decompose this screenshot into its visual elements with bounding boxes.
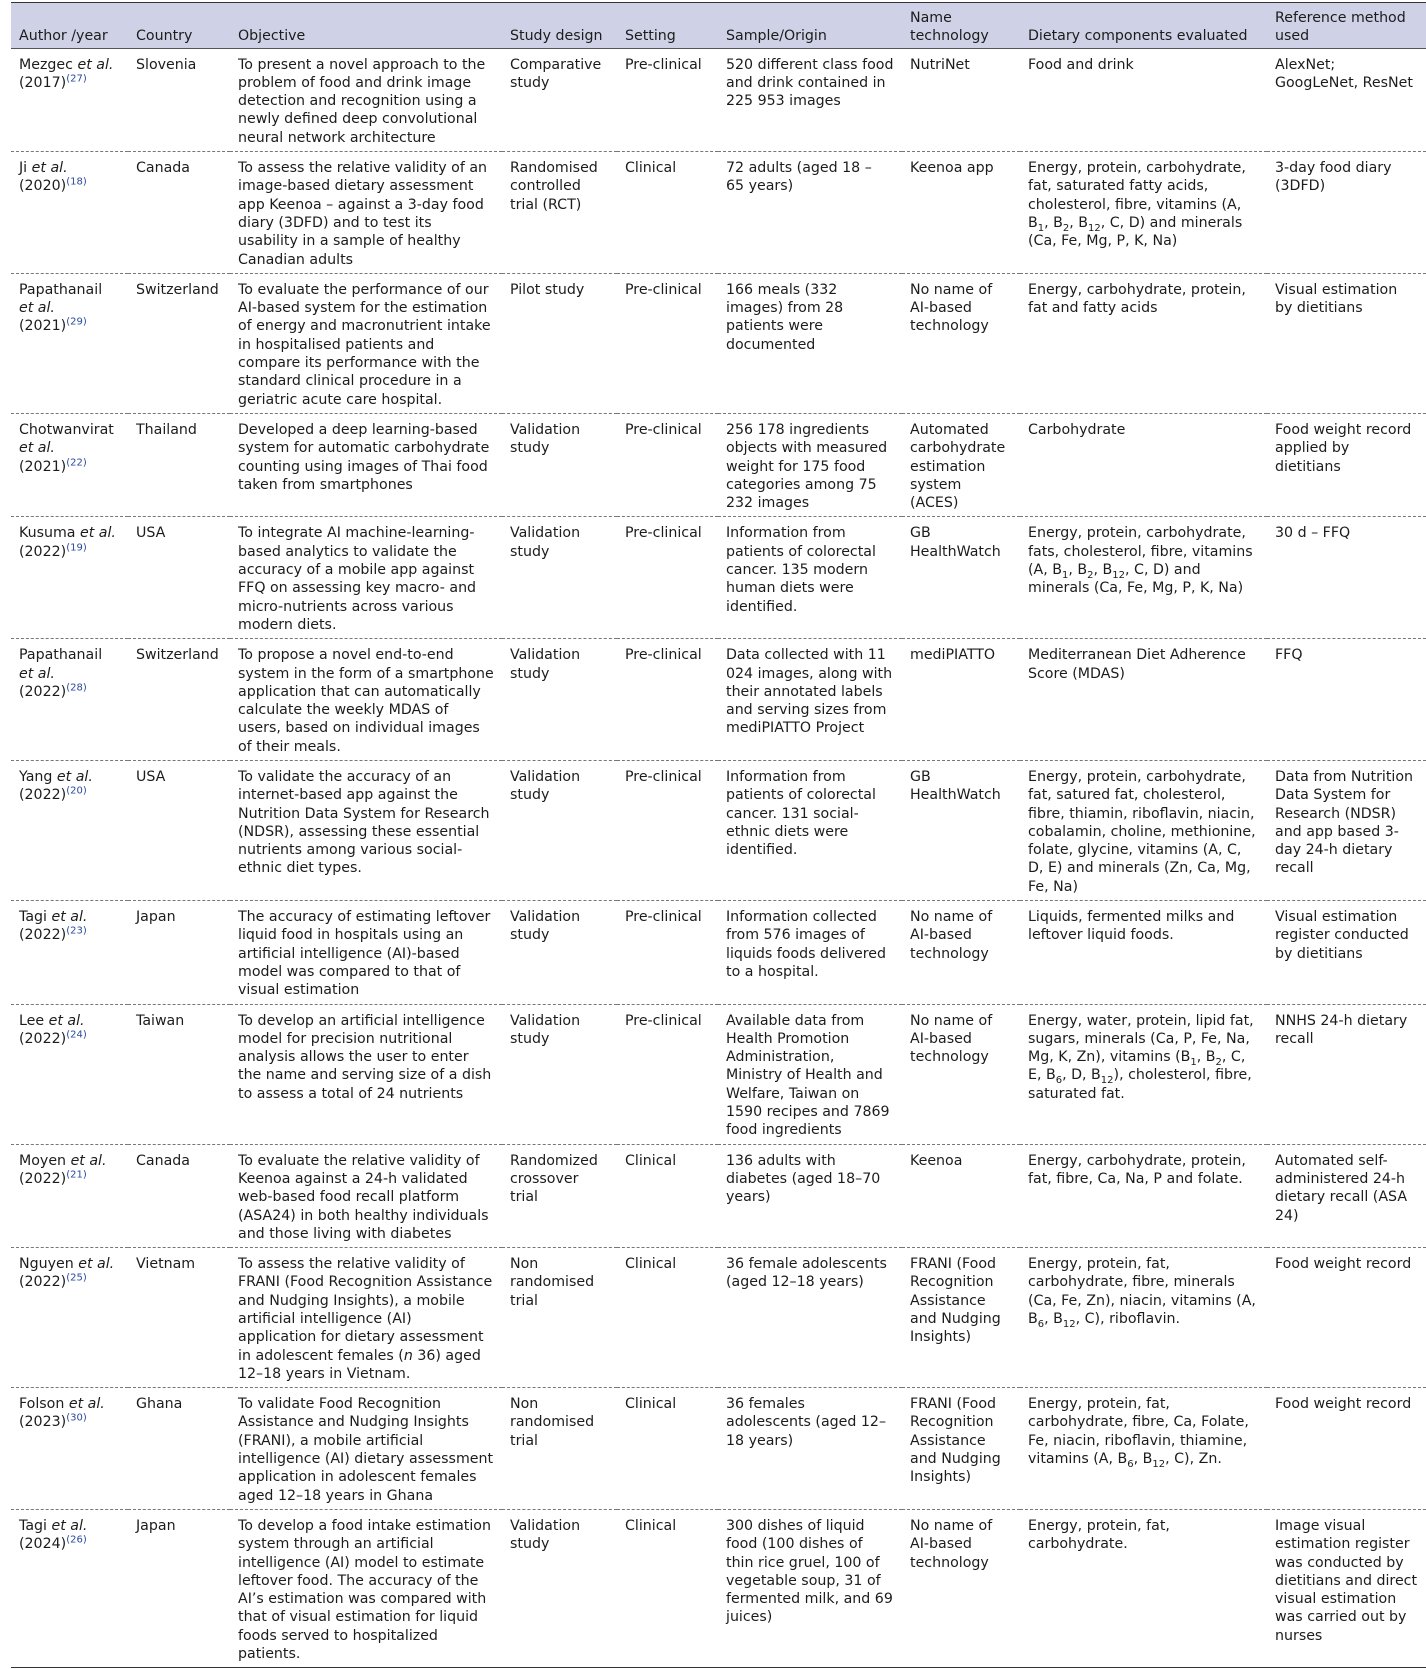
cell-dietary-components: Energy, carbohydrate, protein, fat, fibre, Ca, Na, P and folate. xyxy=(1020,1144,1267,1247)
cell-author: Moyen et al. (2022)$^{(21)}$ xyxy=(11,1144,128,1247)
cell-reference-method: Image visual estimation register was conducted by dietitians and direct visual estimation was carried out by nurses xyxy=(1267,1509,1426,1667)
cell-dietary-components: Energy, protein, fat, carbohydrate, fibre, Ca, Folate, Fe, niacin, riboflavin, thiamine, vitamins (A, $B_6$, $B_{12}$, C), Zn. xyxy=(1020,1388,1267,1510)
cell-objective: To develop a food intake estimation system through an artificial intelligence (AI) model to estimate leftover food. The accuracy of the AI’s estimation was compared with that of visual estimation for liquid foods served to hospitalized patients. xyxy=(230,1509,502,1667)
cell-sample-origin: 72 adults (aged 18 – 65 years) xyxy=(718,152,902,274)
cell-author: Kusuma et al. (2022)$^{(19)}$ xyxy=(11,517,128,639)
table-row xyxy=(11,517,1426,639)
cell-reference-method: Automated self-administered 24-h dietary recall (ASA 24) xyxy=(1267,1144,1426,1247)
cell-technology: GB HealthWatch xyxy=(902,760,1020,900)
column-header-sample: Sample/Origin xyxy=(718,3,902,49)
cell-sample-origin: 520 different class food and drink contained in 225 953 images xyxy=(726,56,894,110)
cell-setting: Clinical xyxy=(617,152,718,274)
column-header-author: Author /year xyxy=(11,3,128,49)
cell-study-design: Validation study xyxy=(502,760,617,900)
cell-reference-method: Food weight record xyxy=(1267,1388,1426,1510)
cell-sample-origin: Available data from Health Promotion Administration, Ministry of Health and Welfare, Taiwan on 1590 recipes and 7869 food ingredients xyxy=(718,1004,902,1144)
cell-dietary-components: Energy, protein, fat, carbohydrate. xyxy=(1020,1509,1267,1667)
column-header-technology: Name technology xyxy=(902,3,1020,49)
cell-technology: mediPIATTO xyxy=(902,639,1020,761)
cell-objective: To develop an artificial intelligence model for precision nutritional analysis allows the user to enter the name and serving size of a dish to assess a total of 24 nutrients xyxy=(230,1004,502,1144)
cell-study-design: Validation study xyxy=(502,901,617,1004)
cell-sample-origin: 36 females adolescents (aged 12–18 years) xyxy=(718,1388,902,1510)
table-row xyxy=(11,1248,1426,1388)
cell-country: USA xyxy=(128,517,230,639)
table-container xyxy=(11,2,1426,1668)
cell-sample-origin: 166 meals (332 images) from 28 patients were documented xyxy=(718,273,902,413)
cell-setting: Pre-clinical xyxy=(617,517,718,639)
cell-objective: To propose a novel end-to-end system in the form of a smartphone application that can automatically calculate the weekly MDAS of users, based on individual images of their meals. xyxy=(230,639,502,761)
study-characteristics-table xyxy=(11,2,1426,1668)
cell-study-design: Validation study xyxy=(502,639,617,761)
cell-author: Folson et al. (2023)$^{(30)}$ xyxy=(11,1388,128,1510)
cell-objective: To validate the accuracy of an internet-based app against the Nutrition Data System for Research (NDSR), assessing these essential nutrients among various social-ethnic diet types. xyxy=(230,760,502,900)
cell-setting: Clinical xyxy=(617,1248,718,1388)
cell-sample-origin: 136 adults with diabetes (aged 18–70 years) xyxy=(718,1144,902,1247)
cell-author: Papathanail et al. (2022)$^{(28)}$ xyxy=(11,639,128,761)
cell-setting: Clinical xyxy=(617,1144,718,1247)
cell-setting: Pre-clinical xyxy=(617,901,718,1004)
cell-setting: Clinical xyxy=(617,1509,718,1667)
cell-setting: Pre-clinical xyxy=(617,760,718,900)
cell-author: Nguyen et al. (2022)$^{(25)}$ xyxy=(11,1248,128,1388)
table-row xyxy=(11,48,1426,151)
cell-objective: To present a novel approach to the problem of food and drink image detection and recognition using a newly defined deep convolutional neural network architecture xyxy=(238,56,486,146)
table-row xyxy=(11,1509,1426,1667)
cell-sample-origin: 36 female adolescents (aged 12–18 years) xyxy=(718,1248,902,1388)
cell-dietary-components: Liquids, fermented milks and leftover liquid foods. xyxy=(1020,901,1267,1004)
cell-technology: GB HealthWatch xyxy=(902,517,1020,639)
cell-dietary-components: Energy, water, protein, lipid fat, sugars, minerals (Ca, P, Fe, Na, Mg, K, Zn), vitamins ($B_1$, $B_2$, C, E, $B_6$, D, $B_{12}$), cholesterol, fibre, saturated fat. xyxy=(1020,1004,1267,1144)
cell-sample-origin: Data collected with 11 024 images, along with their annotated labels and serving sizes from mediPIATTO Project xyxy=(718,639,902,761)
cell-author: Tagi et al. (2024)$^{(26)}$ xyxy=(11,1509,128,1667)
table-row xyxy=(11,901,1426,1004)
cell-sample-origin: 256 178 ingredients objects with measured weight for 175 food categories among 75 232 images xyxy=(718,413,902,516)
cell-setting: Pre-clinical xyxy=(617,273,718,413)
cell-country: Taiwan xyxy=(128,1004,230,1144)
cell-reference-method: Visual estimation register conducted by dietitians xyxy=(1267,901,1426,1004)
cell-technology: Automated carbohydrate estimation system (ACES) xyxy=(902,413,1020,516)
cell-technology: No name of AI-based technology xyxy=(902,901,1020,1004)
cell-country: Switzerland xyxy=(128,273,230,413)
cell-author: Lee et al. (2022)$^{(24)}$ xyxy=(11,1004,128,1144)
cell-author: Tagi et al. (2022)$^{(23)}$ xyxy=(11,901,128,1004)
cell-setting: Pre-clinical xyxy=(617,413,718,516)
cell-technology: FRANI (Food Recognition Assistance and Nudging Insights) xyxy=(902,1388,1020,1510)
column-header-study-design: Study design xyxy=(502,3,617,49)
cell-author: Papathanail et al. (2021)$^{(29)}$ xyxy=(11,273,128,413)
cell-country: Thailand xyxy=(128,413,230,516)
cell-setting: Clinical xyxy=(617,1388,718,1510)
cell-setting: Pre-clinical xyxy=(617,639,718,761)
cell-dietary-components: Mediterranean Diet Adherence Score (MDAS) xyxy=(1020,639,1267,761)
cell-country: Switzerland xyxy=(128,639,230,761)
cell-country: Slovenia xyxy=(136,56,197,73)
cell-setting: Pre-clinical xyxy=(617,1004,718,1144)
cell-sample-origin: Information collected from 576 images of liquids foods delivered to a hospital. xyxy=(718,901,902,1004)
cell-study-design: Validation study xyxy=(502,413,617,516)
cell-author: Ji et al. (2020)$^{(18)}$ xyxy=(11,152,128,274)
cell-country: Japan xyxy=(128,1509,230,1667)
cell-technology: No name of AI-based technology xyxy=(902,1004,1020,1144)
cell-dietary-components: Food and drink xyxy=(1028,56,1134,73)
cell-dietary-components: Energy, protein, fat, carbohydrate, fibre, minerals (Ca, Fe, Zn), niacin, vitamins (A, $B_6$, $B_{12}$, C), riboflavin. xyxy=(1020,1248,1267,1388)
cell-reference-method: 3-day food diary (3DFD) xyxy=(1267,152,1426,274)
cell-author: Chotwanvirat et al. (2021)$^{(22)}$ xyxy=(11,413,128,516)
cell-objective: Developed a deep learning-based system for automatic carbohydrate counting using images of Thai food taken from smartphones xyxy=(230,413,502,516)
table-row xyxy=(11,273,1426,413)
cell-study-design: Non randomised trial xyxy=(502,1248,617,1388)
cell-objective: To evaluate the performance of our AI-based system for the estimation of energy and macronutrient intake in hospitalised patients and compare its performance with the standard clinical procedure in a geriatric acute care hospital. xyxy=(230,273,502,413)
cell-reference-method: AlexNet; GoogLeNet, ResNet xyxy=(1275,56,1413,91)
table-row xyxy=(11,413,1426,516)
column-header-country: Country xyxy=(128,3,230,49)
cell-author: Yang et al. (2022)$^{(20)}$ xyxy=(11,760,128,900)
cell-reference-method: NNHS 24-h dietary recall xyxy=(1267,1004,1426,1144)
cell-sample-origin: Information from patients of colorectal cancer. 135 modern human diets were identified. xyxy=(718,517,902,639)
cell-country: Vietnam xyxy=(128,1248,230,1388)
cell-study-design: Comparative study xyxy=(510,56,602,91)
cell-objective: To evaluate the relative validity of Keenoa against a 24-h validated web-based food recall platform (ASA24) in both healthy individuals and those living with diabetes xyxy=(230,1144,502,1247)
cell-country: Canada xyxy=(128,1144,230,1247)
cell-study-design: Validation study xyxy=(502,517,617,639)
cell-study-design: Pilot study xyxy=(502,273,617,413)
table-header-row xyxy=(11,3,1426,49)
cell-technology: No name of AI-based technology xyxy=(902,1509,1020,1667)
cell-setting: Pre-clinical xyxy=(625,56,702,73)
cell-country: Canada xyxy=(128,152,230,274)
table-row xyxy=(11,152,1426,274)
cell-dietary-components: Carbohydrate xyxy=(1020,413,1267,516)
cell-study-design: Validation study xyxy=(502,1509,617,1667)
cell-reference-method: Food weight record xyxy=(1267,1248,1426,1388)
cell-technology: NutriNet xyxy=(910,56,970,73)
cell-country: USA xyxy=(128,760,230,900)
table-body xyxy=(11,48,1426,1668)
cell-study-design: Randomized crossover trial xyxy=(502,1144,617,1247)
cell-study-design: Non randomised trial xyxy=(502,1388,617,1510)
cell-author: Mezgec et al. (2017)$^{(27)}$ xyxy=(19,56,114,91)
table-row xyxy=(11,1004,1426,1144)
cell-objective: To validate Food Recognition Assistance and Nudging Insights (FRANI), a mobile artificial intelligence (AI) dietary assessment application in adolescent females aged 12–18 years in Ghana xyxy=(230,1388,502,1510)
cell-dietary-components: Energy, protein, carbohydrate, fat, satured fat, cholesterol, fibre, thiamin, riboflavin, niacin, cobalamin, choline, methionine, folate, glycine, vitamins (A, C, D, E) and minerals (Zn, Ca, Mg, Fe, Na) xyxy=(1020,760,1267,900)
cell-technology: Keenoa app xyxy=(902,152,1020,274)
cell-dietary-components: Energy, protein, carbohydrate, fat, saturated fatty acids, cholesterol, fibre, vitamins (A, $B_1$, $B_2$, $B_{12}$, C, D) and minerals (Ca, Fe, Mg, P, K, Na) xyxy=(1020,152,1267,274)
cell-objective: To assess the relative validity of an image-based dietary assessment app Keenoa – against a 3-day food diary (3DFD) and to test its usability in a sample of healthy Canadian adults xyxy=(230,152,502,274)
cell-technology: FRANI (Food Recognition Assistance and Nudging Insights) xyxy=(902,1248,1020,1388)
cell-study-design: Validation study xyxy=(502,1004,617,1144)
cell-objective: The accuracy of estimating leftover liquid food in hospitals using an artificial intelligence (AI)-based model was compared to that of visual estimation xyxy=(230,901,502,1004)
column-header-dietary-components: Dietary components evaluated xyxy=(1020,3,1267,49)
table-row xyxy=(11,760,1426,900)
cell-reference-method: Data from Nutrition Data System for Research (NDSR) and app based 3-day 24-h dietary recall xyxy=(1267,760,1426,900)
table-row xyxy=(11,1388,1426,1510)
cell-reference-method: Food weight record applied by dietitians xyxy=(1267,413,1426,516)
cell-country: Japan xyxy=(128,901,230,1004)
cell-objective: To integrate AI machine-learning-based analytics to validate the accuracy of a mobile app against FFQ on assessing key macro- and micro-nutrients across various modern diets. xyxy=(230,517,502,639)
cell-technology: No name of AI-based technology xyxy=(902,273,1020,413)
column-header-objective: Objective xyxy=(230,3,502,49)
cell-reference-method: Visual estimation by dietitians xyxy=(1267,273,1426,413)
cell-dietary-components: Energy, carbohydrate, protein, fat and fatty acids xyxy=(1020,273,1267,413)
cell-sample-origin: 300 dishes of liquid food (100 dishes of thin rice gruel, 100 of vegetable soup, 31 of fermented milk, and 69 juices) xyxy=(718,1509,902,1667)
table-row xyxy=(11,639,1426,761)
column-header-setting: Setting xyxy=(617,3,718,49)
cell-study-design: Randomised controlled trial (RCT) xyxy=(502,152,617,274)
cell-country: Ghana xyxy=(128,1388,230,1510)
cell-reference-method: FFQ xyxy=(1267,639,1426,761)
table-row xyxy=(11,1144,1426,1247)
cell-objective: To assess the relative validity of FRANI (Food Recognition Assistance and Nudging Insights), a mobile artificial intelligence (AI) application for dietary assessment in adolescent females (n 36) aged 12–18 years in Vietnam. xyxy=(230,1248,502,1388)
cell-reference-method: 30 d – FFQ xyxy=(1267,517,1426,639)
column-header-reference-method: Reference method used xyxy=(1267,3,1426,49)
cell-technology: Keenoa xyxy=(902,1144,1020,1247)
cell-dietary-components: Energy, protein, carbohydrate, fats, cholesterol, fibre, vitamins (A, $B_1$, $B_2$, $B_{12}$, C, D) and minerals (Ca, Fe, Mg, P, K, Na) xyxy=(1020,517,1267,639)
cell-sample-origin: Information from patients of colorectal cancer. 131 social-ethnic diets were identified. xyxy=(718,760,902,900)
